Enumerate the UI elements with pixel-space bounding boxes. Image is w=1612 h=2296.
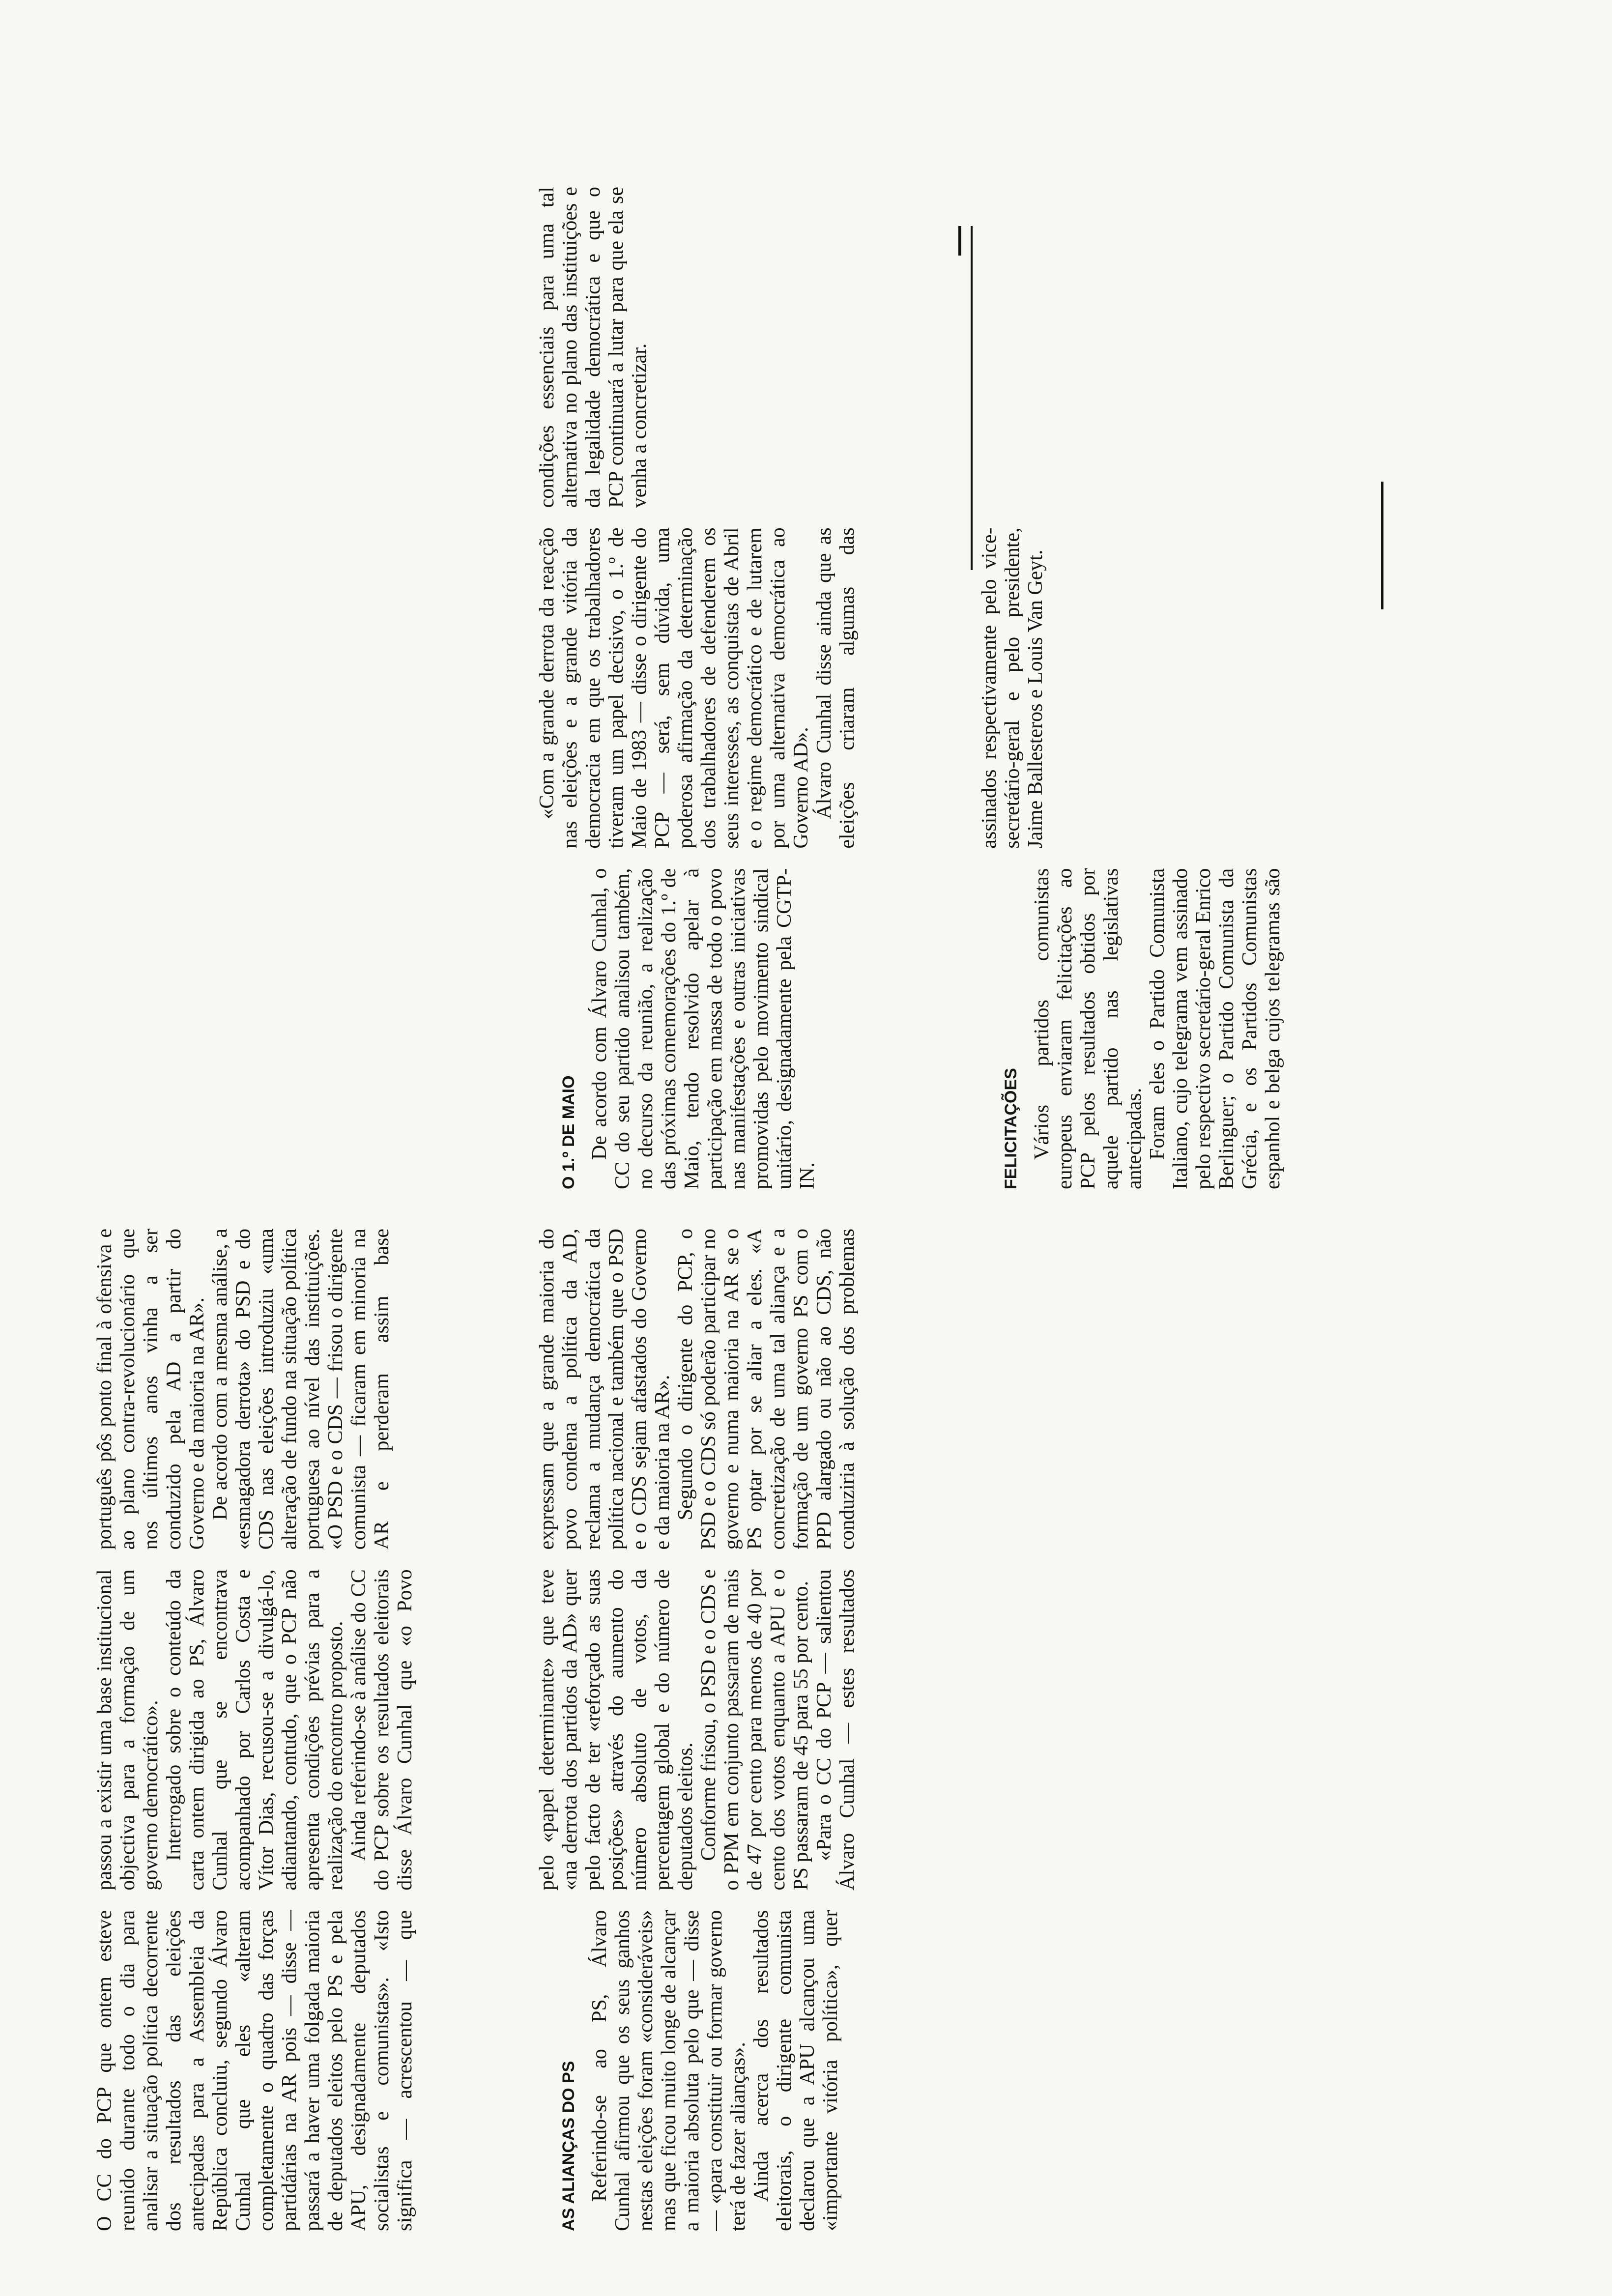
rotated-article-sheet (34, 177, 1460, 2231)
paragraph: Conforme frisou, o PSD e o CDS e o PPM em conjunto passaram de mais de 47 por cento para menos de 40 por cento dos votos enquanto a APU e o PS passaram de 45 para 55 por cento. (697, 1569, 812, 1891)
column-rule (971, 226, 973, 570)
paragraph: Interrogado sobre o conteúdo da carta ontem dirigida ao PS, Álvaro Cunhal que se encontrava acompanhado por Carlos Costa e Vítor Dias, recusou-se a divulgá-lo, adiantando, contudo, que o PCP não apresenta condições prévias para a realização do encontro proposto. (163, 1569, 347, 1891)
article-block-intro (93, 1229, 418, 2231)
paragraph: De acordo com Álvaro Cunhal, o CC do seu partido analisou também, no decurso da reunião, a realização das próximas comemorações do 1.º de Maio, tendo resolvido apelar à participação em massa de todo o povo nas manifestações e outras iniciativas promovidas pelo movimento sindical unitário, designadamente pela CGTP-IN. (588, 868, 819, 1189)
paragraph: Ainda referindo-se à análise do CC do PCP sobre os resultados eleitorais disse Álvaro Cunhal que «o Povo português pôs ponto final à ofensiva e ao plano contra-revolucionário que nos últimos anos vinha a ser conduzido pela AD a partir do Governo e da maioria na AR». (93, 1229, 416, 1891)
section-heading-felicitacoes: FELICITAÇÕES (1002, 1068, 1020, 1189)
paragraph: De acordo com a mesma análise, a «esmagadora derrota» do PSD e do CDS nas eleições introduziu «uma alteração de fundo na situação política portuguesa ao nível das instituições. «O PSD e o CDS — frisou o dirigente comunista — ficaram em minoria na AR e perderam assim base (209, 1229, 393, 1550)
column-rule-bottom (1381, 482, 1383, 609)
column-rule-end (958, 226, 961, 256)
paragraph: «Com a grande derrota da reacção nas eleições e a grande vitória da democracia em que os trabalhadores tiveram um papel decisivo, o 1.º de Maio de 1983 — disse o dirigente do PCP — será, sem dúvida, uma poderosa afirmação da determinação dos trabalhadores de defenderem os seus interesses, as conquistas de Abril e o regime democrático e de lutarem por uma alternativa democrática ao Governo AD». (536, 527, 812, 849)
paragraph: Segundo o dirigente do PCP, o PSD e o CDS só poderão participar no governo e numa maioria na AR se o PS optar por se aliar a eles. «A concretização de uma tal aliança e a formação de um governo PS com o PPD alargado ou não ao CDS, não conduziria à solução dos problemas (674, 1229, 859, 1550)
article-block-felicitacoes (978, 187, 1302, 1189)
article-block-aliancas (536, 1229, 860, 2231)
paragraph: «Para o CC do PCP — salientou Álvaro Cunhal — estes resultados expressam que a grande maioria do povo condena a política da AD, reclama a mudança democrática da política nacional e também que o PSD e o CDS sejam afastados do Governo e da maioria na AR». (536, 1229, 859, 1891)
paragraph: O CC do PCP que ontem esteve reunido durante todo o dia para analisar a situação política decorrente dos resultados das eleições antecipadas para a Assembleia da República concluiu, segundo Álvaro Cunhal que eles «alteram completamente o quadro das forças partidárias na AR pois — disse — passará a haver uma folgada maioria de deputados eleitos pelo PS e pela APU, designadamente deputados socialistas e comunistas». «Isto significa — acrescentou — que passou a existir uma base institucional objectiva para a formação de um governo democrático». (93, 1569, 416, 2231)
paragraph: Vários partidos comunistas europeus enviaram felicitações ao PCP pelos resultados obtidos por aquele partido nas legislativas antecipadas. (1031, 868, 1146, 1189)
paragraph: Foram eles o Partido Comunista Italiano, cujo telegrama vem assinado pelo respectivo secretário-geral Enrico Berlinguer; o Partido Comunista da Grécia, e os Partidos Comunistas espanhol e belga cujos telegramas são assinados respectivamente pelo vice-secretário-geral e pelo presidente, Jaime Ballesteros e Louis Van Geyt. (978, 527, 1284, 1189)
section-heading-maio: O 1.º DE MAIO (559, 1075, 578, 1189)
paragraph: Ainda acerca dos resultados eleitorais, o dirigente comunista declarou que a APU alcançou uma «importante vitória política», quer pelo «papel determinante» que teve «na derrota dos partidos da AD» quer pelo facto de ter «reforçado as suas posições» através do aumento do número absoluto de votos, da percentagem global e do número de deputados eleitos. (536, 1569, 842, 2231)
article-block-primeiro-de-maio (536, 187, 860, 1189)
paragraph: Álvaro Cunhal disse ainda que as eleições criaram algumas das condições essenciais para uma tal alternativa no plano das instituições e da legalidade democrática e que o PCP continuará a lutar para que ela se venha a concretizar. (536, 187, 859, 849)
section-heading-aliancas: AS ALIANÇAS DO PS (559, 2061, 578, 2231)
paragraph: Referindo-se ao PS, Álvaro Cunhal afirmou que os seus ganhos nestas eleições foram «consideráveis» mas que ficou muito longe de alcançar a maioria absoluta pelo que — disse — «para constituir ou formar governo terá de fazer alianças». (588, 1910, 749, 2231)
